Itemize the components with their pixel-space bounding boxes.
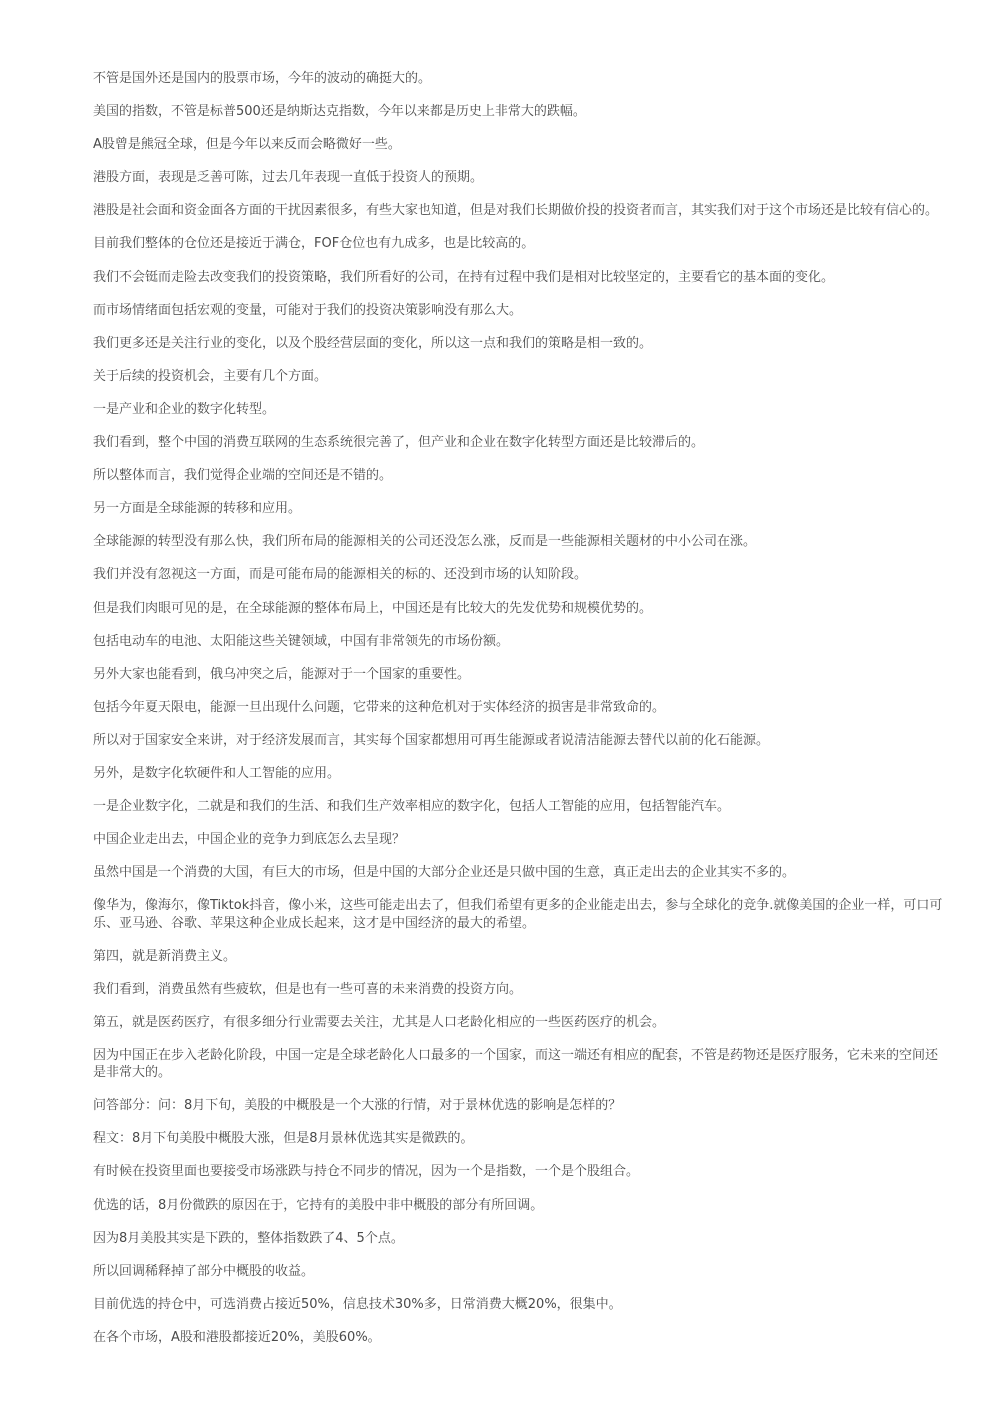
paragraph: 程文：8月下旬美股中概股大涨，但是8月景林优选其实是微跌的。 [93,1131,474,1147]
paragraph: 问答部分：问：8月下旬，美股的中概股是一个大涨的行情，对于景林优选的影响是怎样的？ [93,1098,622,1114]
paragraph: 因为中国正在步入老龄化阶段，中国一定是全球老龄化人口最多的一个国家，而这一端还有相应的配套，不管是药物还是医疗服务，它未来的空间还是非常大的。 [93,1047,939,1081]
document-body [93,70,945,1362]
paragraph: 但是我们肉眼可见的是，在全球能源的整体布局上，中国还是有比较大的先发优势和规模优势的。 [93,600,653,616]
paragraph: A股曾是熊冠全球，但是今年以来反而会略微好一些。 [93,137,401,153]
paragraph: 因为8月美股其实是下跌的，整体指数跌了4、5个点。 [93,1230,404,1246]
paragraph: 关于后续的投资机会，主要有几个方面。 [93,368,328,384]
paragraph: 所以回调稀释掉了部分中概股的收益。 [93,1263,315,1279]
paragraph: 港股是社会面和资金面各方面的干扰因素很多，有些大家也知道，但是对我们长期做价投的投资者而言，其实我们对于这个市场还是比较有信心的。 [93,203,939,219]
paragraph: 我们并没有忽视这一方面，而是可能布局的能源相关的标的、还没到市场的认知阶段。 [93,567,588,583]
paragraph: 港股方面，表现是乏善可陈，过去几年表现一直低于投资人的预期。 [93,170,484,186]
paragraph: 所以对于国家安全来讲，对于经济发展而言，其实每个国家都想用可再生能源或者说清洁能源去替代以前的化石能源。 [93,732,770,748]
paragraph: 目前优选的持仓中，可选消费占接近50%，信息技术30%多，日常消费大概20%，很集中。 [93,1296,622,1312]
paragraph: 所以整体而言，我们觉得企业端的空间还是不错的。 [93,468,393,484]
paragraph: 包括电动车的电池、太阳能这些关键领域，中国有非常领先的市场份额。 [93,633,510,649]
paragraph: 第四，就是新消费主义。 [93,948,237,964]
paragraph: 另外，是数字化软硬件和人工智能的应用。 [93,765,341,781]
paragraph: 而市场情绪面包括宏观的变量，可能对于我们的投资决策影响没有那么大。 [93,302,523,318]
paragraph: 一是产业和企业的数字化转型。 [93,401,276,417]
paragraph: 我们看到，消费虽然有些疲软，但是也有一些可喜的未来消费的投资方向。 [93,981,523,997]
paragraph: 有时候在投资里面也要接受市场涨跌与持仓不同步的情况，因为一个是指数，一个是个股组合。 [93,1164,640,1180]
paragraph: 另外大家也能看到，俄乌冲突之后，能源对于一个国家的重要性。 [93,666,471,682]
paragraph: 一是企业数字化，二就是和我们的生活、和我们生产效率相应的数字化，包括人工智能的应用，包括智能汽车。 [93,799,731,815]
paragraph: 我们看到，整个中国的消费互联网的生态系统很完善了，但产业和企业在数字化转型方面还是比较滞后的。 [93,435,705,451]
paragraph: 包括今年夏天限电，能源一旦出现什么问题，它带来的这种危机对于实体经济的损害是非常致命的。 [93,699,666,715]
paragraph: 第五，就是医药医疗，有很多细分行业需要去关注，尤其是人口老龄化相应的一些医药医疗的机会。 [93,1014,666,1030]
paragraph: 不管是国外还是国内的股票市场，今年的波动的确挺大的。 [93,71,432,86]
paragraph: 我们不会铤而走险去改变我们的投资策略，我们所看好的公司，在持有过程中我们是相对比较坚定的，主要看它的基本面的变化。 [93,269,835,285]
paragraph: 在各个市场，A股和港股都接近20%，美股60%。 [93,1329,381,1345]
paragraph: 虽然中国是一个消费的大国，有巨大的市场，但是中国的大部分企业还是只做中国的生意，真正走出去的企业其实不多的。 [93,865,796,881]
paragraph: 像华为，像海尔，像Tiktok抖音，像小米，这些可能走出去了，但我们希望有更多的企业能走出去，参与全球化的竞争.就像美国的企业一样，可口可乐、亚马逊、谷歌、苹果这种企业成长起来，这才是中国经济的最大的希望。 [93,898,943,931]
paragraph: 优选的话，8月份微跌的原因在于，它持有的美股中非中概股的部分有所回调。 [93,1197,544,1213]
paragraph: 我们更多还是关注行业的变化，以及个股经营层面的变化，所以这一点和我们的策略是相一致的。 [93,335,653,351]
paragraph: 全球能源的转型没有那么快，我们所布局的能源相关的公司还没怎么涨，反而是一些能源相关题材的中小公司在涨。 [93,534,757,550]
paragraph: 美国的指数，不管是标普500还是纳斯达克指数，今年以来都是历史上非常大的跌幅。 [93,104,586,120]
paragraph: 另一方面是全球能源的转移和应用。 [93,501,302,517]
paragraph: 目前我们整体的仓位还是接近于满仓，FOF仓位也有九成多，也是比较高的。 [93,236,535,252]
paragraph: 中国企业走出去，中国企业的竞争力到底怎么去呈现？ [93,832,406,848]
